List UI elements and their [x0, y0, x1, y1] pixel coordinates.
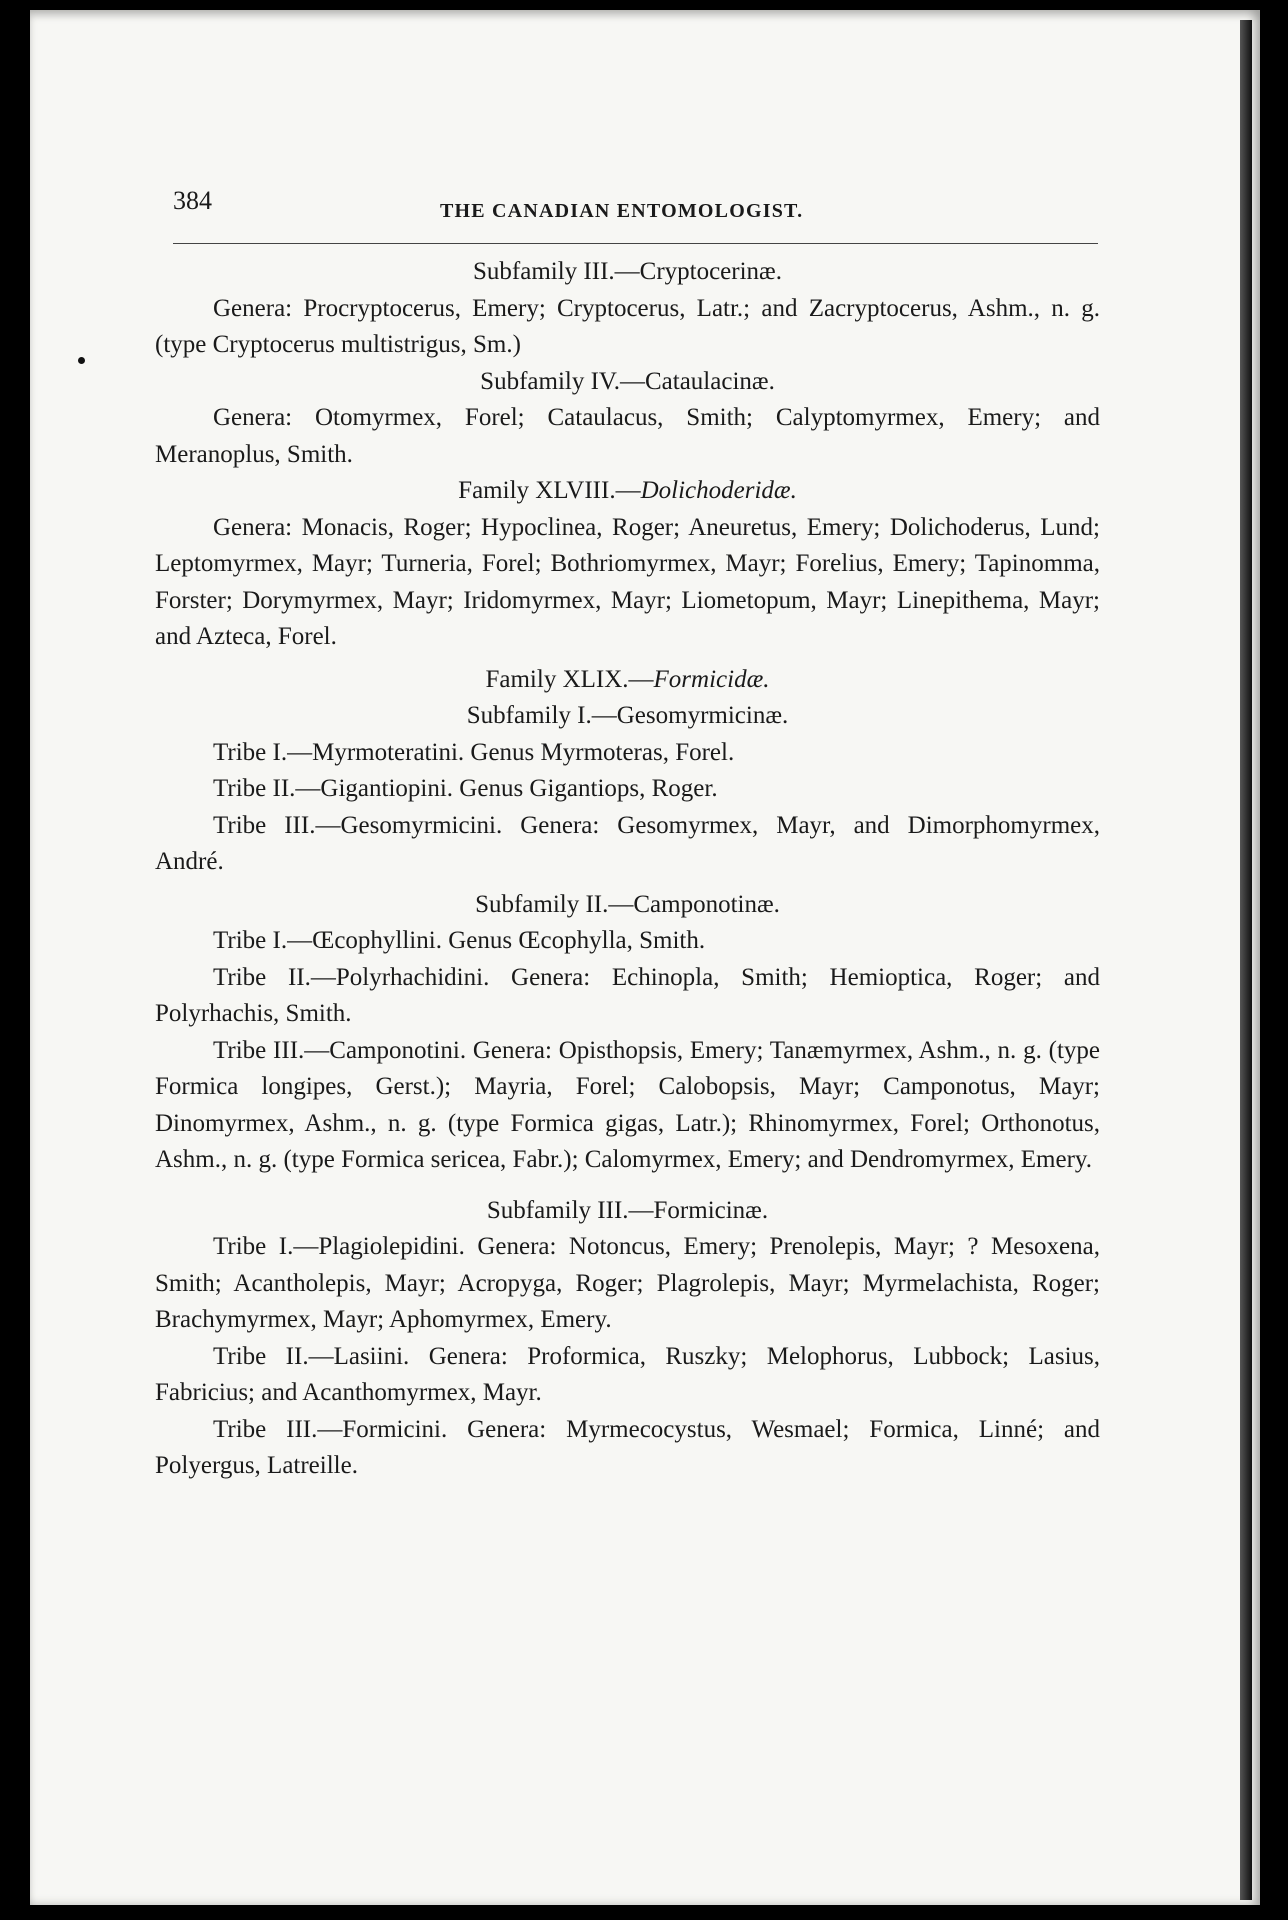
para-cataulacinae-genera: Genera: Otomyrmex, Forel; Cataulacus, Smith; Calyptomyrmex, Emery; and Meranoplus, Smith.: [155, 404, 1100, 468]
para-dolichoderidae-genera: Genera: Monacis, Roger; Hypoclinea, Roger; Aneuretus, Emery; Dolichoderus, Lund; Leptomyrmex, Mayr; Turneria, Forel; Bothriomyrmex, Mayr; Forelius, Emery; Tapinomma, Forster; Dorymyrmex, Mayr; Iridomyrmex, Mayr; Liometopum, Mayr; Linepithema, Mayr; and Azteca, Forel.: [155, 513, 1100, 650]
para-tribe-myrmoteratini: Tribe I.—Myrmoteratini. Genus Myrmoteras, Forel.: [213, 738, 735, 766]
heading-subfamily-ii-camponotinae: Subfamily II.—Camponotinæ.: [475, 890, 780, 918]
para-tribe-lasiini: Tribe II.—Lasiini. Genera: Proformica, Ruszky; Melophorus, Lubbock; Lasius, Fabricius; and Acanthomyrmex, Mayr.: [155, 1342, 1100, 1406]
para-tribe-gesomyrmicini: Tribe III.—Gesomyrmicini. Genera: Gesomyrmex, Mayr, and Dimorphomyrmex, André.: [155, 811, 1100, 875]
heading-subfamily-iii-formicinae: Subfamily III.—Formicinæ.: [486, 1196, 769, 1224]
heading-family-xlviii-label: Family XLVIII.—: [458, 477, 641, 504]
para-tribe-polyrhachidini: Tribe II.—Polyrhachidini. Genera: Echinopla, Smith; Hemioptica, Roger; and Polyrhachis, Smith.: [155, 963, 1100, 1027]
running-header: [155, 175, 1100, 225]
para-cryptocerinae-genera: Genera: Procryptocerus, Emery; Cryptocerus, Latr.; and Zacryptocerus, Ashm., n. g. (type Cryptocerus multistrigus, Sm.): [155, 294, 1100, 358]
spacer: [155, 1179, 1100, 1193]
header-rule: [173, 243, 1098, 244]
heading-subfamily-i-gesomyrmicinae: Subfamily I.—Gesomyrmicinæ.: [466, 702, 789, 729]
para-tribe-gigantiopini: Tribe II.—Gigantiopini. Genus Gigantiops, Roger.: [213, 775, 718, 802]
heading-family-xlviii: [155, 473, 1100, 510]
heading-family-xlix: [155, 662, 1100, 699]
heading-subfamily-iv-cataulacinae: Subfamily IV.—Cataulacinæ.: [480, 367, 775, 395]
book-spine-edge: [1240, 20, 1252, 1900]
para-tribe-formicini: Tribe III.—Formicini. Genera: Myrmecocystus, Wesmael; Formica, Linné; and Polyergus, Latreille.: [155, 1415, 1100, 1479]
heading-family-xlix-italic: Formicidæ.: [653, 665, 770, 693]
margin-speck: [78, 357, 85, 364]
page-content: [155, 175, 1100, 1485]
para-tribe-oecophyllini: Tribe I.—Œcophyllini. Genus Œcophylla, Smith.: [213, 927, 706, 954]
heading-family-xlviii-italic: Dolichoderidæ.: [640, 477, 797, 504]
para-tribe-plagiolepidini: Tribe I.—Plagiolepidini. Genera: Notoncus, Emery; Prenolepis, Mayr; ? Mesoxena, Smith; Acantholepis, Mayr; Acropyga, Roger; Plagrolepis, Mayr; Myrmelachista, Roger; Brachymyrmex, Mayr; Aphomyrmex, Emery.: [155, 1233, 1100, 1333]
para-tribe-camponotini: Tribe III.—Camponotini. Genera: Opisthopsis, Emery; Tanæmyrmex, Ashm., n. g. (type Formica longipes, Gerst.); Mayria, Forel; Calobopsis, Mayr; Camponotus, Mayr; Dinomyrmex, Ashm., n. g. (type Formica gigas, Latr.); Rhinomyrmex, Forel; Orthonotus, Ashm., n. g. (type Formica sericea, Fabr.); Calomyrmex, Emery; and Dendromyrmex, Emery.: [155, 1036, 1100, 1173]
page-number: 384: [173, 186, 212, 215]
heading-subfamily-iii-cryptocerinae: Subfamily III.—Cryptocerinæ.: [473, 258, 782, 285]
heading-family-xlix-label: Family XLIX.—: [485, 665, 654, 693]
running-title: THE CANADIAN ENTOMOLOGIST.: [440, 200, 804, 222]
